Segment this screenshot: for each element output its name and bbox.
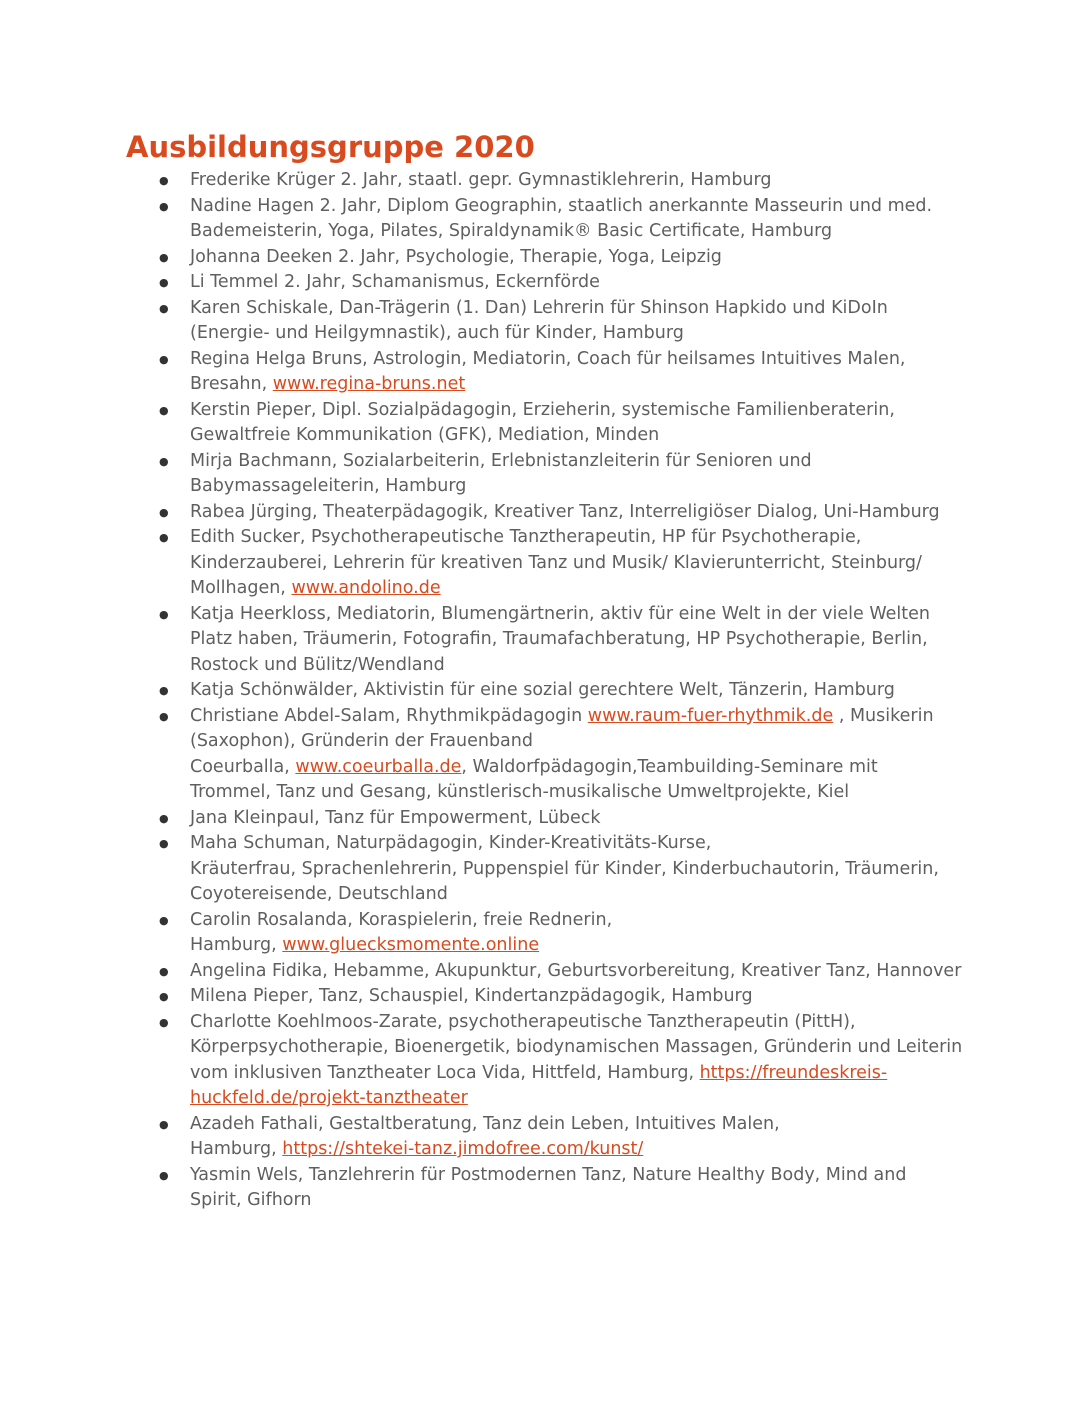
list-item [159, 398, 970, 449]
list-item-text: Babymassageleiterin, Hamburg [190, 476, 467, 496]
website-link[interactable]: huckfeld.de/projekt-tanztheater [190, 1088, 468, 1108]
list-item-text: Bresahn, [190, 374, 273, 394]
list-item [159, 984, 970, 1010]
member-list [159, 168, 970, 1214]
list-item-text: , Musikerin [833, 705, 934, 726]
list-item-text: Gewaltfreie Kommunikation (GFK), Mediation, Minden [190, 425, 660, 445]
list-item [159, 831, 970, 908]
bullet-icon: ● [159, 811, 169, 825]
list-item-line [190, 831, 970, 857]
list-item-text: Jana Kleinpaul, Tanz für Empowerment, Lübeck [190, 807, 601, 828]
list-item-text: Yasmin Wels, Tanzlehrerin für Postmodernen Tanz, Nature Healthy Body, Mind and [190, 1164, 907, 1185]
website-link[interactable]: www.regina-bruns.net [272, 374, 466, 394]
list-item-line [190, 219, 970, 245]
list-item-text: Azadeh Fathali, Gestaltberatung, Tanz dein Leben, Intuitives Malen, [190, 1113, 780, 1134]
bullet-icon: ● [159, 276, 169, 289]
website-link[interactable]: www.gluecksmomente.online [282, 935, 540, 955]
list-item [159, 168, 970, 194]
list-item-line [190, 882, 970, 908]
list-item-text: Karen Schiskale, Dan-Trägerin (1. Dan) Lehrerin für Shinson Hapkido und KiDoIn [190, 297, 888, 318]
website-link[interactable]: https://freundeskreis- [699, 1062, 888, 1083]
list-item-text: Mollhagen, [190, 578, 292, 598]
list-item-text: Rostock und Bülitz/Wendland [190, 654, 445, 675]
bullet-icon: ● [159, 1117, 169, 1131]
list-item-line [190, 423, 970, 449]
list-item-line [190, 933, 970, 959]
list-item-text: Spirit, Gifhorn [190, 1190, 312, 1210]
list-item-text: Regina Helga Bruns, Astrologin, Mediatorin, Coach für heilsames Intuitives Malen, [190, 348, 906, 369]
list-item-line [190, 1061, 970, 1087]
list-item-line [190, 984, 970, 1010]
website-link[interactable]: www.coeurballa.de [295, 756, 462, 777]
list-item-line [190, 1112, 970, 1138]
list-item-line [190, 1163, 970, 1189]
list-item-line [190, 321, 970, 347]
list-item [159, 270, 970, 296]
list-item-text: Nadine Hagen 2. Jahr, Diplom Geographin, staatlich anerkannte Masseurin und med. [190, 195, 933, 216]
list-item [159, 704, 970, 806]
list-item-line [190, 627, 970, 653]
list-item-line [190, 780, 970, 806]
bullet-icon: ● [159, 607, 169, 621]
list-item-text: Hamburg, [190, 1139, 283, 1159]
list-item-text: Frederike Krüger 2. Jahr, staatl. gepr. Gymnastiklehrerin, Hamburg [190, 170, 772, 190]
list-item-line [190, 372, 970, 398]
list-item [159, 1112, 970, 1163]
list-item [159, 347, 970, 398]
list-item-line [190, 500, 970, 526]
list-item [159, 525, 970, 602]
bullet-icon: ● [159, 531, 169, 544]
list-item-line [190, 1035, 970, 1061]
list-item-text: Kinderzauberei, Lehrerin für kreativen Tanz und Musik/ Klavierunterricht, Steinburg/ [190, 552, 922, 573]
bullet-icon: ● [159, 1168, 169, 1182]
list-item-text: Körperpsychotherapie, Bioenergetik, biodynamischen Massagen, Gründerin und Leiterin [190, 1037, 963, 1057]
website-link[interactable]: www.raum-fuer-rhythmik.de [587, 705, 834, 726]
list-item-text: Bademeisterin, Yoga, Pilates, Spiraldynamik® Basic Certificate, Hamburg [190, 221, 833, 241]
bullet-icon: ● [159, 990, 169, 1003]
bullet-icon: ● [159, 250, 169, 264]
list-item-line [190, 168, 970, 194]
list-item-line [190, 653, 970, 679]
bullet-icon: ● [159, 199, 169, 213]
list-item-text: Kerstin Pieper, Dipl. Sozialpädagogin, Erzieherin, systemische Familienberaterin, [190, 399, 895, 420]
list-item-line [190, 449, 970, 475]
list-item-text: Milena Pieper, Tanz, Schauspiel, Kindertanzpädagogik, Hamburg [190, 986, 753, 1006]
list-item [159, 245, 970, 271]
list-item-line [190, 296, 970, 322]
list-item-text: Kräuterfrau, Sprachenlehrerin, Puppenspiel für Kinder, Kinderbuchautorin, Träumerin, [190, 858, 939, 879]
list-item-line [190, 1010, 970, 1036]
list-item-line [190, 908, 970, 934]
page-title: Ausbildungsgruppe 2020 [126, 130, 535, 164]
bullet-icon: ● [159, 454, 169, 468]
list-item-line [190, 347, 970, 373]
list-item-text: Hamburg, [190, 935, 283, 955]
list-item-line [190, 576, 970, 602]
list-item-text: Platz haben, Träumerin, Fotografin, Traumafachberatung, HP Psychotherapie, Berlin, [190, 629, 928, 649]
list-item-line [190, 959, 970, 985]
list-item-line [190, 525, 970, 551]
list-item [159, 602, 970, 679]
bullet-icon: ● [159, 837, 169, 850]
list-item [159, 1163, 970, 1214]
list-item-line [190, 398, 970, 424]
bullet-icon: ● [159, 684, 169, 697]
list-item-text: Katja Schönwälder, Aktivistin für eine sozial gerechtere Welt, Tänzerin, Hamburg [190, 680, 895, 700]
list-item-line [190, 551, 970, 577]
list-item-line [190, 806, 970, 832]
list-item-line [190, 1188, 970, 1214]
bullet-icon: ● [159, 174, 169, 187]
list-item-text: Coyotereisende, Deutschland [190, 884, 448, 904]
list-item [159, 1010, 970, 1112]
list-item-text: Trommel, Tanz und Gesang, künstlerisch-musikalische Umweltprojekte, Kiel [190, 782, 850, 802]
website-link[interactable]: www.andolino.de [291, 578, 441, 598]
list-item-line [190, 678, 970, 704]
list-item-text: Rabea Jürging, Theaterpädagogik, Kreativer Tanz, Interreligiöser Dialog, Uni-Hamburg [190, 501, 940, 522]
website-link[interactable]: https://shtekei-tanz.jimdofree.com/kunst/ [282, 1139, 644, 1159]
list-item-text: Charlotte Koehlmoos-Zarate, psychotherapeutische Tanztherapeutin (PittH), [190, 1011, 856, 1032]
list-item-text: vom inklusiven Tanztheater Loca Vida, Hittfeld, Hamburg, [190, 1062, 700, 1083]
list-item-text: (Saxophon), Gründerin der Frauenband [190, 731, 533, 751]
list-item-text: Coeurballa, [190, 756, 296, 777]
list-item-text: Katja Heerkloss, Mediatorin, Blumengärtnerin, aktiv für eine Welt in der viele Welten [190, 603, 930, 624]
list-item-line [190, 602, 970, 628]
bullet-icon: ● [159, 301, 169, 315]
list-item-text: Maha Schuman, Naturpädagogin, Kinder-Kreativitäts-Kurse, [190, 833, 712, 853]
list-item-line [190, 755, 970, 781]
list-item-text: Mirja Bachmann, Sozialarbeiterin, Erlebnistanzleiterin für Senioren und [190, 450, 812, 471]
list-item [159, 194, 970, 245]
list-item-line [190, 1137, 970, 1163]
bullet-icon: ● [159, 964, 169, 978]
list-item-text: Johanna Deeken 2. Jahr, Psychologie, Therapie, Yoga, Leipzig [190, 246, 722, 267]
list-item-text: Edith Sucker, Psychotherapeutische Tanztherapeutin, HP für Psychotherapie, [190, 527, 862, 547]
list-item [159, 678, 970, 704]
list-item-text: (Energie- und Heilgymnastik), auch für Kinder, Hamburg [190, 323, 684, 343]
bullet-icon: ● [159, 1015, 169, 1029]
bullet-icon: ● [159, 505, 169, 519]
list-item-text: Christiane Abdel-Salam, Rhythmikpädagogin [190, 705, 588, 726]
list-item-text: Angelina Fidika, Hebamme, Akupunktur, Geburtsvorbereitung, Kreativer Tanz, Hannover [190, 960, 962, 981]
list-item-text: , Waldorfpädagogin,Teambuilding-Seminare mit [461, 756, 878, 777]
list-item [159, 500, 970, 526]
list-item-line [190, 245, 970, 271]
bullet-icon: ● [159, 913, 169, 927]
bullet-icon: ● [159, 403, 169, 417]
list-item-line [190, 270, 970, 296]
list-item [159, 449, 970, 500]
list-item-line [190, 729, 970, 755]
list-item-line [190, 1086, 970, 1112]
list-item [159, 806, 970, 832]
list-item-line [190, 474, 970, 500]
list-item [159, 908, 970, 959]
bullet-icon: ● [159, 352, 169, 366]
list-item [159, 296, 970, 347]
list-item [159, 959, 970, 985]
list-item-line [190, 857, 970, 883]
bullet-icon: ● [159, 709, 169, 723]
list-item-line [190, 704, 970, 730]
list-item-line [190, 194, 970, 220]
list-item-text: Carolin Rosalanda, Koraspielerin, freie Rednerin, [190, 909, 613, 930]
list-item-text: Li Temmel 2. Jahr, Schamanismus, Eckernförde [190, 272, 600, 292]
